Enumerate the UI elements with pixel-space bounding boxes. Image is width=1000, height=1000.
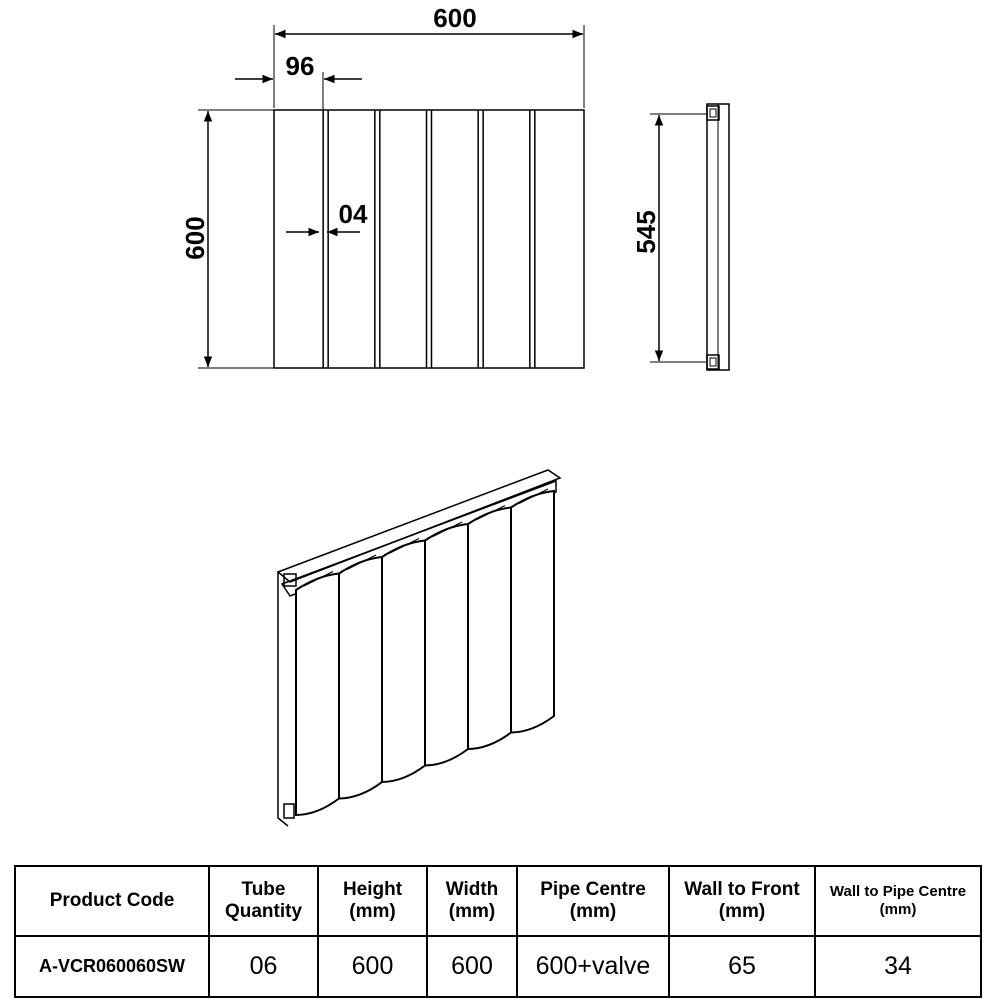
table-row [15,936,981,997]
left-end-cap [278,572,288,826]
bottom-pipe-connector [707,355,719,369]
table-header-row [15,866,981,936]
top-pipe-connector [707,106,719,120]
header-pipe-centre: Pipe Centre (mm) [517,866,669,936]
front-view [180,3,584,368]
cell-height: 600 [318,936,427,997]
front-tube-dividers [323,110,535,368]
cell-tube-quantity: 06 [209,936,318,997]
width-label: 600 [433,3,477,33]
pitch-label: 96 [285,51,315,81]
isometric-view [278,470,560,826]
header-wall-to-front: Wall to Front (mm) [669,866,815,936]
header-product-code: Product Code [15,866,209,936]
iso-tube-3 [382,541,425,783]
iso-tube-1 [296,574,339,816]
header-wall-to-pipe-centre: Wall to Pipe Centre (mm) [815,866,981,936]
height-label: 600 [180,216,210,260]
cell-product-code: A-VCR060060SW [15,936,209,997]
cell-wall-to-front: 65 [669,936,815,997]
cell-pipe-centre: 600+valve [517,936,669,997]
iso-tube-4 [425,524,468,766]
side-view [631,104,729,370]
header-tube-quantity: Tube Quantity [209,866,318,936]
bottom-pipe-connector-inner [710,358,716,366]
header-height: Height (mm) [318,866,427,936]
bottom-left-valve [284,804,294,818]
spec-table [14,865,982,998]
cell-wall-to-pipe-centre: 34 [815,936,981,997]
pipe-centre-label: 545 [631,210,661,254]
top-pipe-connector-inner [710,109,716,117]
iso-tube-2 [339,557,382,799]
cell-width: 600 [427,936,517,997]
iso-tube-6 [511,491,554,733]
iso-tube-5 [468,508,511,750]
header-width: Width (mm) [427,866,517,936]
isometric-tubes [296,489,554,815]
radiator-front-outline [274,110,584,368]
gap-label: 04 [338,199,368,229]
